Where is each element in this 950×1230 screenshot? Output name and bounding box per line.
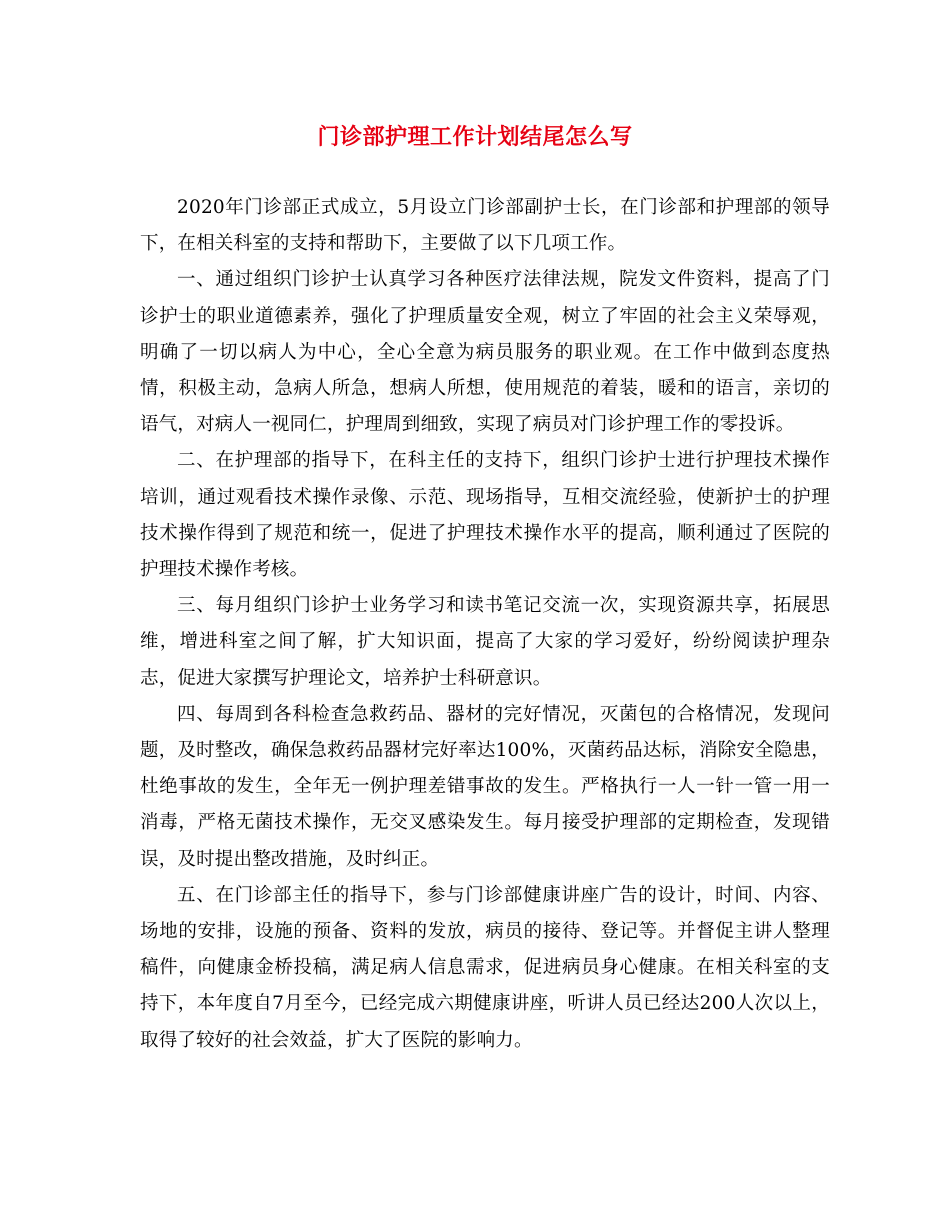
document-title: 门诊部护理工作计划结尾怎么写 <box>317 124 633 150</box>
paragraph-item-4: 四、每周到各科检查急救药品、器材的完好情况，灭菌包的合格情况，发现问题，及时整改，确保急救药品器材完好率达100%，灭菌药品达标，消除安全隐患，杜绝事故的发生，全年无一例护理差错事故的发生。严格执行一人一针一管一用一消毒，严格无菌技术操作，无交叉感染发生。每月接受护理部的定期检查，发现错误，及时提出整改措施，及时纠正。 <box>140 703 830 870</box>
paragraph-item-1: 一、通过组织门诊护士认真学习各种医疗法律法规，院发文件资料，提高了门诊护士的职业道德素养，强化了护理质量安全观，树立了牢固的社会主义荣辱观，明确了一切以病人为中心，全心全意为病员服务的职业观。在工作中做到态度热情，积极主动，急病人所急，想病人所想，使用规范的着装，暖和的语言，亲切的语气，对病人一视同仁，护理周到细致，实现了病员对门诊护理工作的零投诉。 <box>140 269 830 436</box>
document-body <box>140 190 830 1059</box>
paragraph-intro: 2020年门诊部正式成立，5月设立门诊部副护士长，在门诊部和护理部的领导下，在相关科室的支持和帮助下，主要做了以下几项工作。 <box>140 197 830 255</box>
paragraph-item-5: 五、在门诊部主任的指导下，参与门诊部健康讲座广告的设计，时间、内容、场地的安排，设施的预备、资料的发放，病员的接待、登记等。并督促主讲人整理稿件，向健康金桥投稿，满足病人信息需求，促进病员身心健康。在相关科室的支持下，本年度自7月至今，已经完成六期健康讲座，听讲人员已经达200人次以上，取得了较好的社会效益，扩大了医院的影响力。 <box>140 884 830 1051</box>
paragraph-item-2: 二、在护理部的指导下，在科主任的支持下，组织门诊护士进行护理技术操作培训，通过观看技术操作录像、示范、现场指导，互相交流经验，使新护士的护理技术操作得到了规范和统一，促进了护理技术操作水平的提高，顺利通过了医院的护理技术操作考核。 <box>140 450 830 581</box>
paragraph-item-3: 三、每月组织门诊护士业务学习和读书笔记交流一次，实现资源共享，拓展思维，增进科室之间了解，扩大知识面，提高了大家的学习爱好，纷纷阅读护理杂志，促进大家撰写护理论文，培养护士科研意识。 <box>140 595 830 689</box>
